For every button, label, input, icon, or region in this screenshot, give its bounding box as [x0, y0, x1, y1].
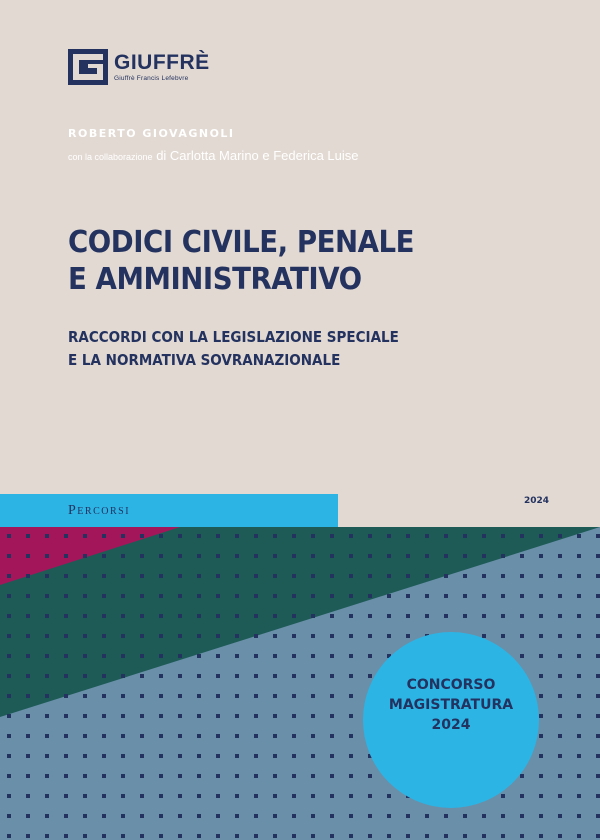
exam-badge [363, 632, 539, 808]
collaboration-names: di Carlotta Marino e Federica Luise [156, 148, 359, 163]
title-line-2: E AMMINISTRATIVO [68, 262, 362, 297]
subtitle-line-2: E LA NORMATIVA SOVRANAZIONALE [68, 351, 341, 369]
badge-line-3: 2024 [431, 717, 471, 733]
series-label: Percorsi [68, 503, 131, 518]
subtitle-line-1: RACCORDI CON LA LEGISLAZIONE SPECIALE [68, 328, 399, 346]
publisher-logo-icon [68, 49, 108, 85]
collaboration-prefix: con la collaborazione [68, 152, 153, 162]
book-subtitle [68, 326, 399, 372]
publisher-name: GIUFFRÈ [114, 51, 210, 74]
edition-year: 2024 [524, 496, 550, 506]
badge-text [363, 675, 539, 735]
badge-line-1: CONCORSO [406, 677, 496, 693]
badge-line-2: MAGISTRATURA [388, 697, 514, 713]
book-title [68, 224, 414, 298]
author-name: ROBERTO GIOVAGNOLI [68, 127, 235, 140]
title-line-1: CODICI CIVILE, PENALE [68, 225, 415, 260]
publisher-tagline: Giuffrè Francis Lefebvre [114, 75, 189, 82]
publisher-logo [68, 49, 238, 85]
series-band [0, 494, 338, 527]
collaboration-line [68, 148, 359, 163]
